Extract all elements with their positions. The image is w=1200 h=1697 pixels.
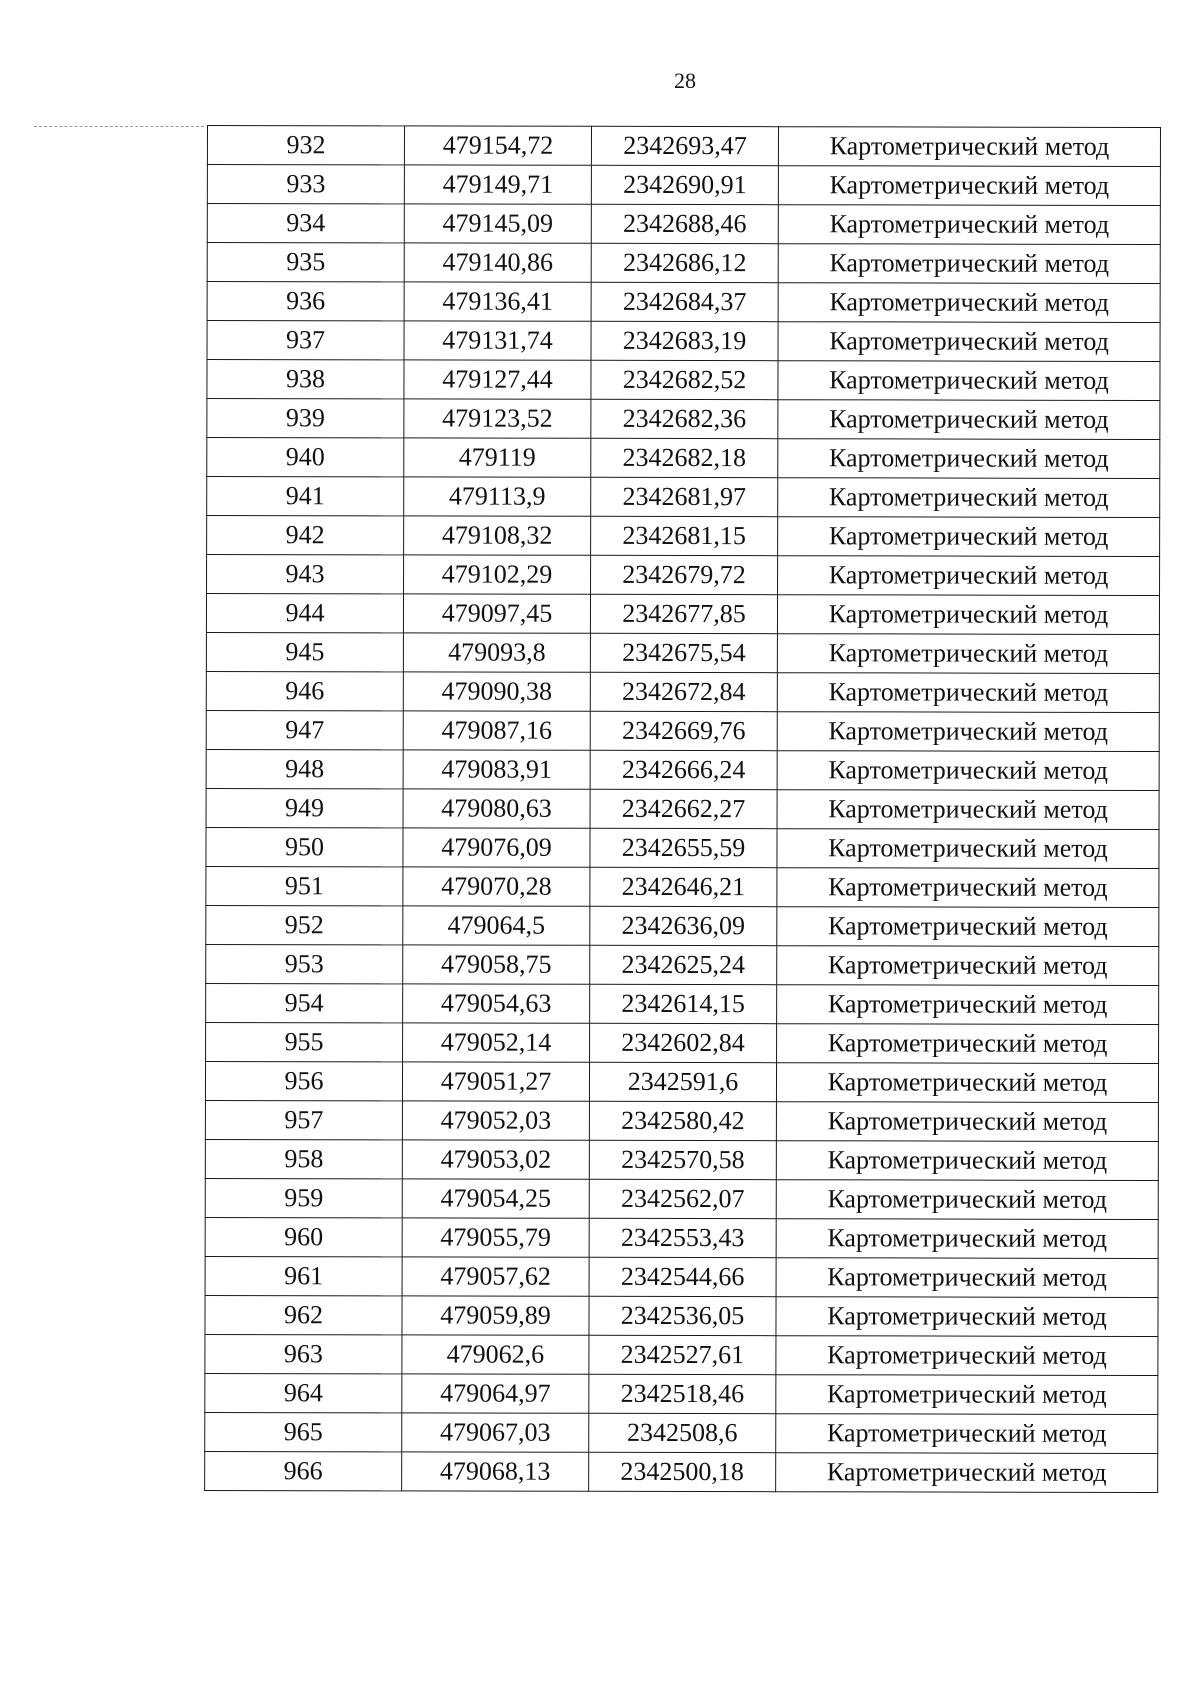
method-cell: Картометрический метод [776, 1180, 1158, 1220]
method-cell: Картометрический метод [777, 829, 1159, 869]
method-cell: Картометрический метод [778, 127, 1160, 167]
method-cell: Картометрический метод [776, 1414, 1158, 1454]
x-coordinate-cell: 479097,45 [403, 594, 590, 633]
x-coordinate-cell: 479057,62 [402, 1257, 589, 1296]
x-coordinate-cell: 479059,89 [402, 1296, 589, 1335]
table-row [207, 282, 1160, 323]
y-coordinate-cell: 2342553,43 [589, 1218, 776, 1257]
x-coordinate-cell: 479108,32 [404, 516, 591, 555]
method-cell: Картометрический метод [778, 283, 1160, 323]
y-coordinate-cell: 2342672,84 [590, 672, 777, 711]
table-row [206, 866, 1159, 907]
method-cell: Картометрический метод [776, 1453, 1158, 1493]
x-coordinate-cell: 479076,09 [403, 828, 590, 867]
method-cell: Картометрический метод [777, 946, 1159, 986]
y-coordinate-cell: 2342655,59 [590, 828, 777, 867]
table-row [205, 1295, 1158, 1336]
table-row [205, 1256, 1158, 1297]
x-coordinate-cell: 479113,9 [404, 477, 591, 516]
table-row [206, 594, 1159, 635]
method-cell: Картометрический метод [776, 1258, 1158, 1298]
method-cell: Картометрический метод [778, 556, 1160, 596]
table-row [207, 204, 1160, 245]
table-row [206, 1022, 1159, 1063]
x-coordinate-cell: 479087,16 [403, 711, 590, 750]
table-row [206, 983, 1159, 1024]
y-coordinate-cell: 2342681,97 [591, 477, 778, 516]
table-row [207, 438, 1160, 479]
y-coordinate-cell: 2342580,42 [589, 1101, 776, 1140]
table-row [205, 1412, 1158, 1453]
y-coordinate-cell: 2342686,12 [591, 243, 778, 282]
x-coordinate-cell: 479055,79 [402, 1218, 589, 1257]
y-coordinate-cell: 2342508,6 [589, 1413, 776, 1452]
y-coordinate-cell: 2342693,47 [591, 126, 778, 165]
method-cell: Картометрический метод [778, 322, 1160, 362]
table-row [206, 905, 1159, 946]
x-coordinate-cell: 479064,5 [403, 906, 590, 945]
method-cell: Картометрический метод [776, 1375, 1158, 1415]
table-row [207, 477, 1160, 518]
table-row [207, 243, 1160, 284]
x-coordinate-cell: 479054,63 [403, 984, 590, 1023]
method-cell: Картометрический метод [778, 166, 1160, 206]
point-number-cell: 954 [206, 983, 403, 1022]
method-cell: Картометрический метод [777, 751, 1159, 791]
point-number-cell: 963 [205, 1334, 402, 1373]
point-number-cell: 958 [205, 1139, 402, 1178]
x-coordinate-cell: 479052,03 [402, 1101, 589, 1140]
y-coordinate-cell: 2342625,24 [590, 945, 777, 984]
point-number-cell: 939 [207, 399, 404, 438]
method-cell: Картометрический метод [777, 673, 1159, 713]
table-row [205, 1139, 1158, 1180]
point-number-cell: 949 [206, 788, 403, 827]
x-coordinate-cell: 479080,63 [403, 789, 590, 828]
y-coordinate-cell: 2342646,21 [590, 867, 777, 906]
scan-artifact-line [34, 126, 204, 129]
point-number-cell: 957 [205, 1100, 402, 1139]
y-coordinate-cell: 2342679,72 [591, 555, 778, 594]
point-number-cell: 965 [205, 1412, 402, 1451]
point-number-cell: 955 [206, 1022, 403, 1061]
x-coordinate-cell: 479090,38 [403, 672, 590, 711]
y-coordinate-cell: 2342602,84 [590, 1023, 777, 1062]
x-coordinate-cell: 479127,44 [404, 360, 591, 399]
y-coordinate-cell: 2342536,05 [589, 1296, 776, 1335]
table-row [206, 944, 1159, 985]
y-coordinate-cell: 2342682,52 [591, 360, 778, 399]
table-row [207, 399, 1160, 440]
y-coordinate-cell: 2342662,27 [590, 789, 777, 828]
point-number-cell: 934 [207, 204, 404, 243]
point-number-cell: 933 [207, 165, 404, 204]
x-coordinate-cell: 479067,03 [402, 1413, 589, 1452]
y-coordinate-cell: 2342500,18 [589, 1452, 776, 1491]
x-coordinate-cell: 479083,91 [403, 750, 590, 789]
method-cell: Картометрический метод [777, 712, 1159, 752]
point-number-cell: 964 [205, 1373, 402, 1412]
x-coordinate-cell: 479064,97 [402, 1374, 589, 1413]
point-number-cell: 950 [206, 827, 403, 866]
y-coordinate-cell: 2342681,15 [591, 516, 778, 555]
table-row [206, 827, 1159, 868]
table-row [207, 165, 1160, 206]
table-row [205, 1373, 1158, 1414]
point-number-cell: 937 [207, 321, 404, 360]
point-number-cell: 962 [205, 1295, 402, 1334]
x-coordinate-cell: 479123,52 [404, 399, 591, 438]
y-coordinate-cell: 2342682,18 [591, 438, 778, 477]
x-coordinate-cell: 479119 [404, 438, 591, 477]
method-cell: Картометрический метод [777, 868, 1159, 908]
y-coordinate-cell: 2342677,85 [590, 594, 777, 633]
x-coordinate-cell: 479052,14 [403, 1023, 590, 1062]
point-number-cell: 952 [206, 905, 403, 944]
y-coordinate-cell: 2342675,54 [590, 633, 777, 672]
y-coordinate-cell: 2342614,15 [590, 984, 777, 1023]
point-number-cell: 944 [206, 594, 403, 633]
point-number-cell: 945 [206, 632, 403, 671]
x-coordinate-cell: 479149,71 [404, 165, 591, 204]
x-coordinate-cell: 479070,28 [403, 867, 590, 906]
method-cell: Картометрический метод [777, 907, 1159, 947]
x-coordinate-cell: 479093,8 [403, 633, 590, 672]
method-cell: Картометрический метод [777, 595, 1159, 635]
table-row [205, 1334, 1158, 1375]
y-coordinate-cell: 2342518,46 [589, 1374, 776, 1413]
method-cell: Картометрический метод [776, 1141, 1158, 1181]
coordinates-table [204, 125, 1161, 1493]
y-coordinate-cell: 2342527,61 [589, 1335, 776, 1374]
table-row [205, 1100, 1158, 1141]
y-coordinate-cell: 2342591,6 [589, 1062, 776, 1101]
x-coordinate-cell: 479154,72 [404, 126, 591, 165]
x-coordinate-cell: 479058,75 [403, 945, 590, 984]
method-cell: Картометрический метод [777, 790, 1159, 830]
point-number-cell: 947 [206, 710, 403, 749]
point-number-cell: 936 [207, 282, 404, 321]
table-row [206, 671, 1159, 712]
y-coordinate-cell: 2342544,66 [589, 1257, 776, 1296]
x-coordinate-cell: 479145,09 [404, 204, 591, 243]
x-coordinate-cell: 479140,86 [404, 243, 591, 282]
method-cell: Картометрический метод [776, 1219, 1158, 1259]
method-cell: Картометрический метод [776, 1297, 1158, 1337]
table-row [206, 749, 1159, 790]
point-number-cell: 948 [206, 749, 403, 788]
method-cell: Картометрический метод [778, 205, 1160, 245]
method-cell: Картометрический метод [778, 244, 1160, 284]
table-row [207, 321, 1160, 362]
point-number-cell: 932 [207, 126, 404, 165]
y-coordinate-cell: 2342570,58 [589, 1140, 776, 1179]
table-row [205, 1061, 1158, 1102]
x-coordinate-cell: 479136,41 [404, 282, 591, 321]
point-number-cell: 960 [205, 1217, 402, 1256]
method-cell: Картометрический метод [778, 400, 1160, 440]
table-row [205, 1217, 1158, 1258]
point-number-cell: 956 [205, 1061, 402, 1100]
point-number-cell: 942 [207, 516, 404, 555]
coordinates-table-body [205, 126, 1161, 1493]
table-row [205, 1451, 1158, 1492]
x-coordinate-cell: 479053,02 [402, 1140, 589, 1179]
page-number: 28 [674, 68, 696, 93]
x-coordinate-cell: 479054,25 [402, 1179, 589, 1218]
table-row [207, 360, 1160, 401]
method-cell: Картометрический метод [777, 985, 1159, 1025]
table-row [205, 1178, 1158, 1219]
point-number-cell: 966 [205, 1451, 402, 1490]
method-cell: Картометрический метод [776, 1336, 1158, 1376]
point-number-cell: 961 [205, 1256, 402, 1295]
y-coordinate-cell: 2342684,37 [591, 282, 778, 321]
x-coordinate-cell: 479068,13 [402, 1452, 589, 1491]
method-cell: Картометрический метод [778, 439, 1160, 479]
point-number-cell: 940 [207, 438, 404, 477]
point-number-cell: 946 [206, 671, 403, 710]
x-coordinate-cell: 479051,27 [402, 1062, 589, 1101]
table-row [207, 555, 1160, 596]
table-row [206, 632, 1159, 673]
table-row [207, 126, 1160, 167]
x-coordinate-cell: 479131,74 [404, 321, 591, 360]
method-cell: Картометрический метод [778, 517, 1160, 557]
y-coordinate-cell: 2342682,36 [591, 399, 778, 438]
x-coordinate-cell: 479062,6 [402, 1335, 589, 1374]
method-cell: Картометрический метод [776, 1102, 1158, 1142]
y-coordinate-cell: 2342690,91 [591, 165, 778, 204]
method-cell: Картометрический метод [778, 478, 1160, 518]
method-cell: Картометрический метод [776, 1063, 1158, 1103]
point-number-cell: 935 [207, 243, 404, 282]
y-coordinate-cell: 2342688,46 [591, 204, 778, 243]
y-coordinate-cell: 2342636,09 [590, 906, 777, 945]
point-number-cell: 941 [207, 477, 404, 516]
point-number-cell: 959 [205, 1178, 402, 1217]
y-coordinate-cell: 2342562,07 [589, 1179, 776, 1218]
y-coordinate-cell: 2342666,24 [590, 750, 777, 789]
x-coordinate-cell: 479102,29 [404, 555, 591, 594]
method-cell: Картометрический метод [777, 634, 1159, 674]
method-cell: Картометрический метод [777, 1024, 1159, 1064]
table-row [206, 710, 1159, 751]
point-number-cell: 953 [206, 944, 403, 983]
table-row [207, 516, 1160, 557]
y-coordinate-cell: 2342669,76 [590, 711, 777, 750]
y-coordinate-cell: 2342683,19 [591, 321, 778, 360]
point-number-cell: 951 [206, 866, 403, 905]
method-cell: Картометрический метод [778, 361, 1160, 401]
table-row [206, 788, 1159, 829]
point-number-cell: 943 [207, 555, 404, 594]
point-number-cell: 938 [207, 360, 404, 399]
